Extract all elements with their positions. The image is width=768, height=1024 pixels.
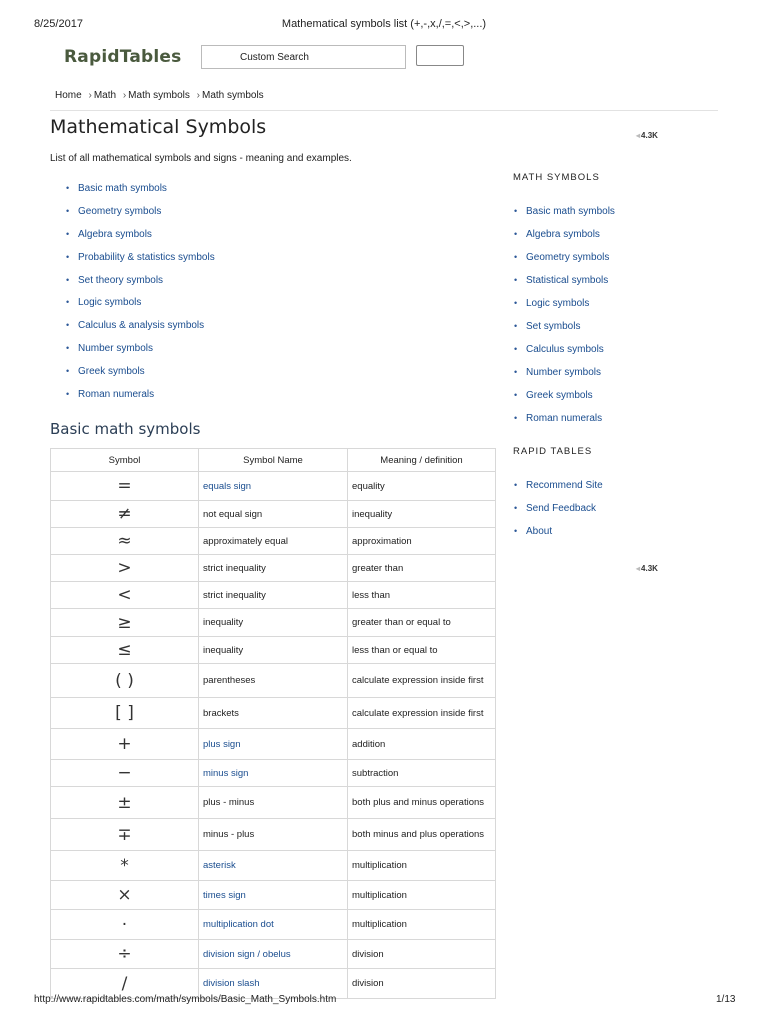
meaning-cell <box>348 582 496 609</box>
symbols-table <box>50 448 496 999</box>
intro-text: List of all mathematical symbols and signs - meaning and examples. <box>50 153 352 164</box>
table-row <box>51 760 496 787</box>
meaning-text: division <box>352 948 384 960</box>
list-item[interactable]: • Geometry symbols <box>66 203 215 226</box>
meaning-text: less than <box>352 589 391 601</box>
print-date: 8/25/2017 <box>34 18 83 30</box>
meaning-text: inequality <box>352 508 393 520</box>
bullet-icon: • <box>66 320 70 331</box>
bullet-icon: • <box>66 389 70 400</box>
symbol-cell <box>51 637 199 664</box>
table-body <box>51 472 496 999</box>
symbol-name-text: minus - plus <box>203 829 255 840</box>
symbol-glyph: ÷ <box>117 944 132 964</box>
meaning-cell <box>348 609 496 637</box>
symbol-name-link[interactable]: division slash <box>203 978 260 989</box>
symbol-name-text: strict inequality <box>203 589 266 601</box>
sidebar-heading-rapidtables: RAPID TABLES <box>513 446 593 457</box>
list-item[interactable]: • Algebra symbols <box>66 226 215 249</box>
bullet-icon: • <box>66 343 70 354</box>
breadcrumb-math-symbols[interactable]: Math symbols <box>128 90 190 101</box>
table-row <box>51 940 496 969</box>
column-header: Symbol <box>51 449 199 472</box>
symbol-name-cell <box>199 582 348 609</box>
print-page-number: 1/13 <box>716 994 736 1005</box>
list-item[interactable]: • Number symbols <box>66 340 215 363</box>
breadcrumb <box>55 90 266 101</box>
table-row <box>51 582 496 609</box>
symbol-name-text: inequality <box>203 617 244 628</box>
chevron-right-icon: › <box>122 90 127 101</box>
chevron-right-icon: › <box>88 90 92 101</box>
symbol-cell <box>51 940 199 969</box>
sidebar-item[interactable]: • Number symbols <box>514 364 615 387</box>
symbol-name-text: inequality <box>203 644 244 656</box>
meaning-cell <box>348 760 496 787</box>
sidebar-item[interactable]: • Roman numerals <box>514 410 615 433</box>
symbol-cell <box>51 698 199 729</box>
symbol-glyph: ≥ <box>117 612 132 633</box>
symbol-glyph: ≠ <box>117 504 132 524</box>
symbol-glyph: = <box>117 476 132 496</box>
list-item[interactable]: • Calculus & analysis symbols <box>66 317 215 340</box>
bullet-icon: • <box>514 252 518 262</box>
meaning-text: less than or equal to <box>352 644 438 656</box>
symbol-cell <box>51 555 199 582</box>
sidebar-item[interactable]: • Basic math symbols <box>514 203 615 226</box>
symbol-name-text: plus - minus <box>203 797 255 808</box>
meaning-text: calculate expression inside first <box>352 675 484 686</box>
table-row <box>51 729 496 760</box>
meaning-text: multiplication <box>352 919 407 930</box>
symbol-cell <box>51 472 199 501</box>
meaning-text: addition <box>352 738 386 750</box>
bullet-icon: • <box>514 298 518 308</box>
symbol-name-cell <box>199 528 348 555</box>
print-title: Mathematical symbols list (+,-,x,/,=,<,>,...) <box>281 18 487 30</box>
symbol-cell <box>51 819 199 851</box>
symbol-name-cell <box>199 609 348 637</box>
symbol-name-link[interactable]: equals sign <box>203 480 252 492</box>
symbol-name-cell[interactable] <box>199 760 348 787</box>
column-header: Symbol Name <box>199 449 348 472</box>
search-input[interactable]: Custom Search <box>201 45 406 69</box>
symbol-cell <box>51 851 199 881</box>
bullet-icon: • <box>514 390 518 400</box>
symbol-name-cell[interactable] <box>199 472 348 501</box>
symbol-name-link[interactable]: division sign / obelus <box>203 948 291 960</box>
table-row <box>51 910 496 940</box>
symbol-cell <box>51 528 199 555</box>
table-row <box>51 664 496 698</box>
symbol-name-link[interactable]: asterisk <box>203 860 236 871</box>
symbol-glyph: ± <box>117 792 132 813</box>
symbol-glyph: / <box>121 973 128 994</box>
meaning-cell <box>348 637 496 664</box>
sidebar-item[interactable]: • Logic symbols <box>514 295 615 318</box>
symbol-glyph: + <box>117 734 132 754</box>
meaning-cell <box>348 528 496 555</box>
symbol-name-text: strict inequality <box>203 562 266 574</box>
table-row <box>51 698 496 729</box>
table-header-row <box>51 449 496 472</box>
meaning-cell <box>348 787 496 819</box>
sidebar-item[interactable]: • Send Feedback <box>514 500 603 523</box>
symbol-name-link[interactable]: multiplication dot <box>203 919 274 930</box>
meaning-cell <box>348 472 496 501</box>
symbol-name-cell <box>199 819 348 851</box>
sidebar-item[interactable]: • Greek symbols <box>514 387 615 410</box>
topic-list <box>66 180 215 409</box>
symbol-cell <box>51 787 199 819</box>
table-row <box>51 472 496 501</box>
bullet-icon: • <box>514 344 518 354</box>
meaning-cell <box>348 940 496 969</box>
sidebar-item[interactable]: • Set symbols <box>514 318 615 341</box>
symbol-name-cell[interactable] <box>199 729 348 760</box>
bullet-icon: • <box>514 275 518 285</box>
meaning-text: both plus and minus operations <box>352 797 485 808</box>
symbol-name-cell[interactable] <box>199 910 348 940</box>
bullet-icon: • <box>514 413 518 423</box>
breadcrumb-current[interactable]: Math symbols <box>201 90 264 101</box>
meaning-text: equality <box>352 480 385 492</box>
table-row <box>51 609 496 637</box>
chevron-right-icon: › <box>196 90 200 101</box>
symbol-cell <box>51 609 199 637</box>
search-button[interactable] <box>416 45 464 66</box>
symbol-cell <box>51 501 199 528</box>
meaning-cell <box>348 664 496 698</box>
symbol-name-text: approximately equal <box>203 535 289 547</box>
bullet-icon: • <box>514 480 518 490</box>
site-logo[interactable]: RapidTables <box>64 47 182 67</box>
symbol-glyph: [ ] <box>115 703 134 723</box>
table-row <box>51 501 496 528</box>
meaning-text: greater than <box>352 562 404 574</box>
meaning-text: approximation <box>352 535 412 547</box>
symbol-name-cell[interactable] <box>199 940 348 969</box>
list-item[interactable]: • Set theory symbols <box>66 272 215 295</box>
symbol-glyph: * <box>120 855 129 876</box>
symbol-name-text: brackets <box>203 707 239 719</box>
symbol-name-link[interactable]: times sign <box>203 889 246 901</box>
symbol-glyph: − <box>117 763 132 783</box>
bullet-icon: • <box>514 526 518 536</box>
list-item[interactable]: • Basic math symbols <box>66 180 215 203</box>
symbol-glyph: > <box>117 558 132 578</box>
meaning-text: subtraction <box>352 767 399 779</box>
sidebar-item[interactable]: • Calculus symbols <box>514 341 615 364</box>
symbol-cell <box>51 729 199 760</box>
bullet-icon: • <box>66 274 70 285</box>
symbol-name-text: not equal sign <box>203 508 263 520</box>
list-item[interactable]: • Roman numerals <box>66 386 215 409</box>
symbol-cell <box>51 910 199 940</box>
meaning-cell <box>348 851 496 881</box>
symbol-name-cell <box>199 501 348 528</box>
table-row <box>51 851 496 881</box>
meaning-cell <box>348 501 496 528</box>
symbol-name-cell[interactable] <box>199 881 348 910</box>
bullet-icon: • <box>66 297 70 308</box>
symbol-name-cell <box>199 698 348 729</box>
symbol-glyph: ≈ <box>117 531 132 551</box>
symbol-glyph: · <box>121 914 128 935</box>
column-header: Meaning / definition <box>348 449 496 472</box>
meaning-cell <box>348 910 496 940</box>
bullet-icon: • <box>514 206 518 216</box>
table-row <box>51 787 496 819</box>
list-item[interactable]: • Logic symbols <box>66 294 215 317</box>
sidebar-item[interactable]: • Geometry symbols <box>514 249 615 272</box>
symbol-glyph: ≤ <box>117 640 132 660</box>
table-row <box>51 528 496 555</box>
breadcrumb-math[interactable]: Math <box>93 90 117 101</box>
symbol-cell <box>51 582 199 609</box>
share-count[interactable]: ◂ 4.3K <box>636 131 658 140</box>
meaning-cell <box>348 969 496 999</box>
bullet-icon: • <box>66 205 70 216</box>
symbol-name-cell[interactable] <box>199 851 348 881</box>
sidebar-item[interactable]: • Algebra symbols <box>514 226 615 249</box>
section-title: Basic math symbols <box>50 420 201 438</box>
symbol-name-text: parentheses <box>203 675 256 686</box>
meaning-text: both minus and plus operations <box>352 829 485 840</box>
sidebar-share-count[interactable]: ◂ 4.3K <box>636 564 658 573</box>
list-item[interactable]: • Greek symbols <box>66 363 215 386</box>
bullet-icon: • <box>66 251 70 262</box>
symbol-cell <box>51 881 199 910</box>
bullet-icon: • <box>514 321 518 331</box>
breadcrumb-home[interactable]: Home <box>55 90 82 101</box>
symbol-name-cell <box>199 555 348 582</box>
divider <box>50 110 718 111</box>
symbol-glyph: < <box>117 585 132 605</box>
symbol-glyph: ∓ <box>117 824 132 845</box>
page-title: Mathematical Symbols <box>50 116 267 138</box>
bullet-icon: • <box>514 229 518 239</box>
print-url: http://www.rapidtables.com/math/symbols/Basic_Math_Symbols.htm <box>34 994 337 1005</box>
meaning-cell <box>348 555 496 582</box>
sidebar-item[interactable]: • Recommend Site <box>514 477 603 500</box>
symbol-name-cell <box>199 664 348 698</box>
meaning-text: calculate expression inside first <box>352 707 484 719</box>
sidebar-heading-math: MATH SYMBOLS <box>513 172 600 183</box>
symbol-name-cell <box>199 637 348 664</box>
bullet-icon: • <box>66 228 70 239</box>
symbol-name-link[interactable]: minus sign <box>203 767 249 779</box>
bullet-icon: • <box>66 366 70 377</box>
table-row <box>51 881 496 910</box>
sidebar-item[interactable]: • Statistical symbols <box>514 272 615 295</box>
sidebar-math-list <box>514 203 615 433</box>
meaning-text: multiplication <box>352 889 407 901</box>
symbol-cell <box>51 664 199 698</box>
table-row <box>51 819 496 851</box>
meaning-text: division <box>352 978 384 989</box>
sidebar-rapidtables-list <box>514 477 603 546</box>
meaning-text: multiplication <box>352 860 407 871</box>
table-row <box>51 637 496 664</box>
symbol-name-link[interactable]: plus sign <box>203 738 241 750</box>
bullet-icon: • <box>66 183 70 193</box>
list-item[interactable]: • Probability & statistics symbols <box>66 249 215 272</box>
meaning-cell <box>348 881 496 910</box>
table-row <box>51 555 496 582</box>
bullet-icon: • <box>514 367 518 377</box>
meaning-cell <box>348 729 496 760</box>
bullet-icon: • <box>514 503 518 513</box>
meaning-cell <box>348 698 496 729</box>
symbol-glyph: ( ) <box>115 670 134 691</box>
meaning-text: greater than or equal to <box>352 617 451 628</box>
symbol-glyph: × <box>117 885 132 905</box>
meaning-cell <box>348 819 496 851</box>
sidebar-item[interactable]: • About <box>514 523 603 546</box>
symbol-cell <box>51 760 199 787</box>
symbol-name-cell <box>199 787 348 819</box>
